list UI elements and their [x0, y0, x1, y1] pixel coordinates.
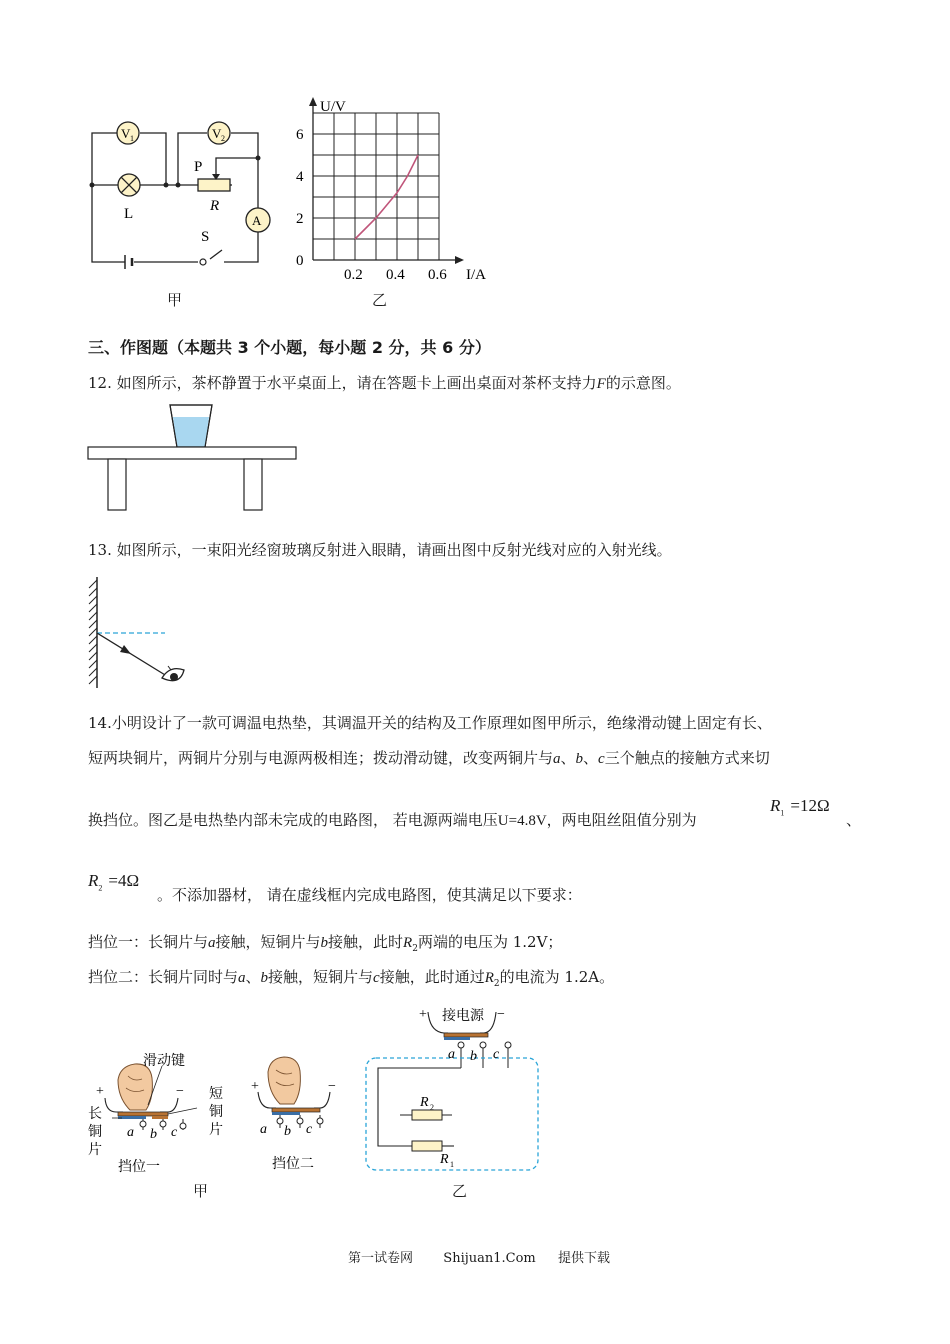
contact-c: c	[373, 970, 380, 986]
question-body: 如图所示，一束阳光经窗玻璃反射进入眼睛，请画出图中反射光线对应的入射光线。	[116, 541, 672, 559]
long-copper-label-1: 长	[88, 1107, 102, 1122]
minus-terminal: −	[328, 1079, 336, 1094]
power-label: 接电源	[442, 1009, 484, 1024]
y-tick-label: 2	[296, 211, 304, 227]
r2-symbol: R	[484, 970, 494, 986]
svg-text:V: V	[121, 126, 131, 141]
table-with-cup-figure	[80, 398, 310, 518]
short-copper-label-2: 铜	[209, 1105, 223, 1120]
footer-site: 第一试卷网	[348, 1251, 414, 1266]
question-14-line-2	[88, 748, 770, 769]
contact-c-label: c	[171, 1125, 178, 1140]
question-14-line-4: 。不添加器材， 请在虚线框内完成电路图，使其满足以下要求：	[157, 886, 582, 904]
u-i-graph	[285, 90, 500, 290]
hand-icon	[118, 1064, 152, 1110]
question-body-end: 的示意图。	[605, 374, 681, 392]
footer-url[interactable]: Shijuan1.Com	[443, 1251, 536, 1266]
resistor-r2	[400, 1110, 452, 1120]
x-tick-label: 0.6	[428, 267, 447, 283]
y-tick-label: 4	[296, 169, 304, 185]
contact-c-label: c	[493, 1047, 500, 1062]
r2-label: R	[420, 1095, 429, 1110]
plus-terminal: +	[419, 1007, 427, 1022]
question-12-text	[88, 373, 681, 394]
text: 换挡位。图乙是电热垫内部未完成的电路图， 若电源两端电压	[88, 811, 498, 829]
question-14-line-1	[88, 713, 772, 733]
x-tick-label: 0.2	[344, 267, 363, 283]
long-copper-label-3: 片	[88, 1143, 102, 1158]
x-tick-label: 0.4	[386, 267, 405, 283]
text: 的电流为 1.2A。	[499, 968, 615, 986]
gear-two-switch	[258, 1057, 330, 1128]
resistor-r-label: R	[210, 198, 220, 214]
figure-caption-jia: 甲	[167, 291, 183, 309]
contact-c-label: c	[306, 1122, 313, 1137]
contact-a: a	[238, 970, 246, 986]
text: 、	[245, 968, 261, 986]
r2-symbol: R	[403, 935, 413, 951]
gear-one-requirement	[88, 932, 562, 959]
gear-two-label: 挡位二	[272, 1157, 314, 1172]
page-footer	[348, 1247, 610, 1266]
text: 接触，短铜片与	[215, 933, 321, 951]
gear-two-requirement	[88, 967, 614, 994]
plus-terminal: +	[251, 1079, 259, 1094]
r1-value: =12Ω	[790, 796, 830, 815]
r1-symbol: R	[770, 796, 781, 815]
lamp-symbol	[118, 174, 140, 196]
figure-caption-yi: 乙	[372, 291, 388, 309]
punctuation: 、	[846, 811, 862, 829]
voltmeter-v1	[117, 122, 139, 144]
svg-text:2: 2	[221, 134, 225, 143]
switch-s-label: S	[201, 229, 210, 245]
r1-label: R	[440, 1152, 449, 1167]
svg-text:A: A	[252, 213, 262, 228]
question-13-text	[88, 540, 672, 560]
text: ，两电阻丝阻值分别为	[546, 811, 697, 829]
question-body: 小明设计了一款可调温电热垫，其调温开关的结构及工作原理如图甲所示，绝缘滑动键上固定有长、	[111, 714, 772, 732]
rheostat	[198, 172, 230, 191]
contact-a: a	[208, 935, 216, 951]
hand-icon	[268, 1057, 300, 1104]
question-number: 14.	[88, 714, 112, 732]
contact-b-label: b	[150, 1127, 157, 1142]
long-copper-label-2: 铜	[88, 1125, 102, 1140]
r2-subscript: 2	[430, 1103, 434, 1112]
x-axis-label: I/A	[466, 267, 486, 283]
y-tick-label: 0	[296, 253, 304, 269]
text: 挡位二：长铜片同时与	[88, 968, 239, 986]
ammeter	[246, 208, 270, 232]
force-variable: F	[596, 376, 606, 392]
contact-b: b	[320, 935, 329, 951]
mirror-reflection-figure	[80, 570, 200, 695]
contact-b: b	[260, 970, 269, 986]
contact-c: c	[598, 751, 605, 767]
text: 接触，短铜片与	[268, 968, 374, 986]
question-number: 13.	[88, 541, 112, 559]
figure-caption-jia: 甲	[193, 1182, 209, 1200]
slide-key-label: 滑动键	[143, 1054, 185, 1069]
battery-symbol	[125, 255, 132, 269]
question-14-line-3	[88, 810, 697, 831]
text: 两端的电压为 1.2V；	[417, 933, 563, 951]
short-copper-label-3: 片	[209, 1123, 223, 1138]
text: 接触，此时通过	[379, 968, 485, 986]
text: 、	[583, 749, 599, 767]
svg-text:V: V	[212, 126, 222, 141]
switch-figure-jia	[85, 1045, 350, 1195]
slider-p-label: P	[194, 159, 203, 175]
voltmeter-v2	[208, 122, 230, 144]
gear-one-label: 挡位一	[118, 1160, 160, 1175]
contact-b: b	[575, 751, 584, 767]
contact-a-label: a	[127, 1125, 134, 1140]
resistor-r1	[412, 1141, 454, 1151]
section-heading: 三、作图题（本题共 3 个小题，每小题 2 分，共 6 分）	[88, 338, 491, 357]
r2-symbol: R	[88, 871, 99, 890]
text: 挡位一：长铜片与	[88, 933, 209, 951]
text: 、	[560, 749, 576, 767]
r2-subscript: 2	[98, 883, 103, 893]
minus-terminal: −	[497, 1007, 505, 1022]
question-number: 12.	[88, 374, 112, 392]
question-body: 如图所示，茶杯静置于水平桌面上，请在答题卡上画出桌面对茶杯支持力	[116, 374, 597, 392]
lamp-l-label: L	[124, 206, 134, 222]
footer-provide: 提供下载	[558, 1251, 611, 1266]
y-axis-label: U/V	[320, 99, 346, 115]
contact-a: a	[553, 751, 561, 767]
r2-subscript: 2	[493, 979, 500, 989]
text: 接触，此时	[328, 933, 404, 951]
r1-subscript: 1	[780, 808, 785, 818]
text: 短两块铜片，两铜片分别与电源两极相连；拨动滑动键，改变两铜片与	[88, 749, 554, 767]
contact-a-label: a	[260, 1122, 267, 1137]
short-copper-label-1: 短	[209, 1087, 223, 1102]
r1-formula	[770, 796, 830, 817]
plus-terminal: +	[96, 1084, 104, 1099]
circuit-diagram-jia	[80, 110, 280, 280]
switch-symbol	[200, 259, 206, 265]
y-tick-label: 6	[296, 127, 304, 143]
contact-b-label: b	[284, 1124, 291, 1139]
r2-value: =4Ω	[108, 871, 140, 890]
voltage-value: U=4.8V	[497, 813, 547, 829]
r2-subscript: 2	[412, 944, 418, 954]
minus-terminal: −	[176, 1084, 184, 1099]
r2-formula	[88, 871, 139, 892]
figure-caption-yi: 乙	[452, 1182, 468, 1200]
incomplete-circuit-yi	[360, 1000, 550, 1180]
contact-a-label: a	[448, 1047, 455, 1062]
text: 三个触点的接触方式来切	[604, 749, 770, 767]
r1-subscript: 1	[450, 1160, 454, 1169]
svg-text:1: 1	[130, 134, 134, 143]
contact-b-label: b	[470, 1049, 477, 1064]
eye-icon	[162, 666, 184, 681]
